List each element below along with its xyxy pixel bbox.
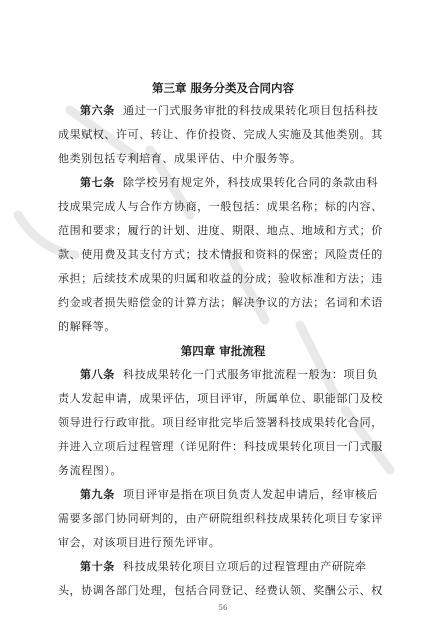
article-6-text-1: 通过一门式服务审批的科技成果转化项目包括科技 <box>123 104 379 117</box>
article-8-label: 第八条 <box>80 368 115 381</box>
article-7-line-3: 范围和要求；履行的计划、进度、期限、地点、地域和方式；价 <box>58 224 383 237</box>
article-9-text-1: 项目评审是指在项目负责人发起申请后，经审核后 <box>123 488 379 501</box>
article-8-line-3: 领导进行行政审批。项目经审批完毕后签署科技成果转化合同， <box>58 416 383 429</box>
article-7-line-6: 约金或者损失赔偿金的计算方法；解决争议的方法；名词和术语 <box>58 296 383 309</box>
article-7-line-7: 的解释等。 <box>58 320 116 333</box>
article-8-line-4: 并进入立项后过程管理（详见附件：科技成果转化项目一门式服 <box>58 440 383 453</box>
article-9-line-2: 需要多部门协同研判的，由产研院组织科技成果转化项目专家评 <box>58 512 383 525</box>
article-6-line-2: 成果赋权、许可、转让、作价投资、完成人实施及其他类别。其 <box>58 128 383 141</box>
article-9-line-3: 审会，对该项目进行预先评审。 <box>58 536 221 549</box>
chapter-4-heading: 第四章 审批流程 <box>180 344 266 358</box>
article-6-line-1 <box>80 103 393 119</box>
article-8-line-2: 责人发起申请，成果评估，项目评审，所属单位、职能部门及校 <box>58 392 383 405</box>
chapter-3-heading: 第三章 服务分类及合同内容 <box>151 81 294 95</box>
page-number: 56 <box>218 604 228 612</box>
article-9-line-1 <box>80 487 393 503</box>
article-7-line-2: 技成果完成人与合作方协商，一般包括：成果名称；标的内容、 <box>58 200 383 213</box>
article-7-label: 第七条 <box>80 176 115 189</box>
article-10-label: 第十条 <box>80 560 115 573</box>
article-6-line-3: 他类别包括专利培育、成果评估、中介服务等。 <box>58 152 302 165</box>
article-7-line-4: 款、使用费及其支付方式；技术情报和资料的保密；风险责任的 <box>58 248 383 261</box>
article-8-text-1: 科技成果转化一门式服务审批流程一般为：项目负 <box>123 368 379 381</box>
article-7-line-1 <box>80 175 393 191</box>
article-9-label: 第九条 <box>80 488 115 501</box>
article-10-line-1 <box>80 559 393 575</box>
article-10-line-2: 头，协调各部门处理，包括合同登记、经费认领、奖酬公示、权 <box>58 584 383 597</box>
article-8-line-1 <box>80 367 393 383</box>
article-7-text-1: 除学校另有规定外，科技成果转化合同的条款由科 <box>123 176 379 189</box>
article-10-text-1: 科技成果转化项目立项后的过程管理由产研院牵 <box>123 560 367 573</box>
article-6-label: 第六条 <box>80 104 115 117</box>
article-7-line-5: 承担；后续技术成果的归属和收益的分成；验收标准和方法；违 <box>58 272 383 285</box>
article-8-line-5: 务流程图）。 <box>58 464 123 477</box>
